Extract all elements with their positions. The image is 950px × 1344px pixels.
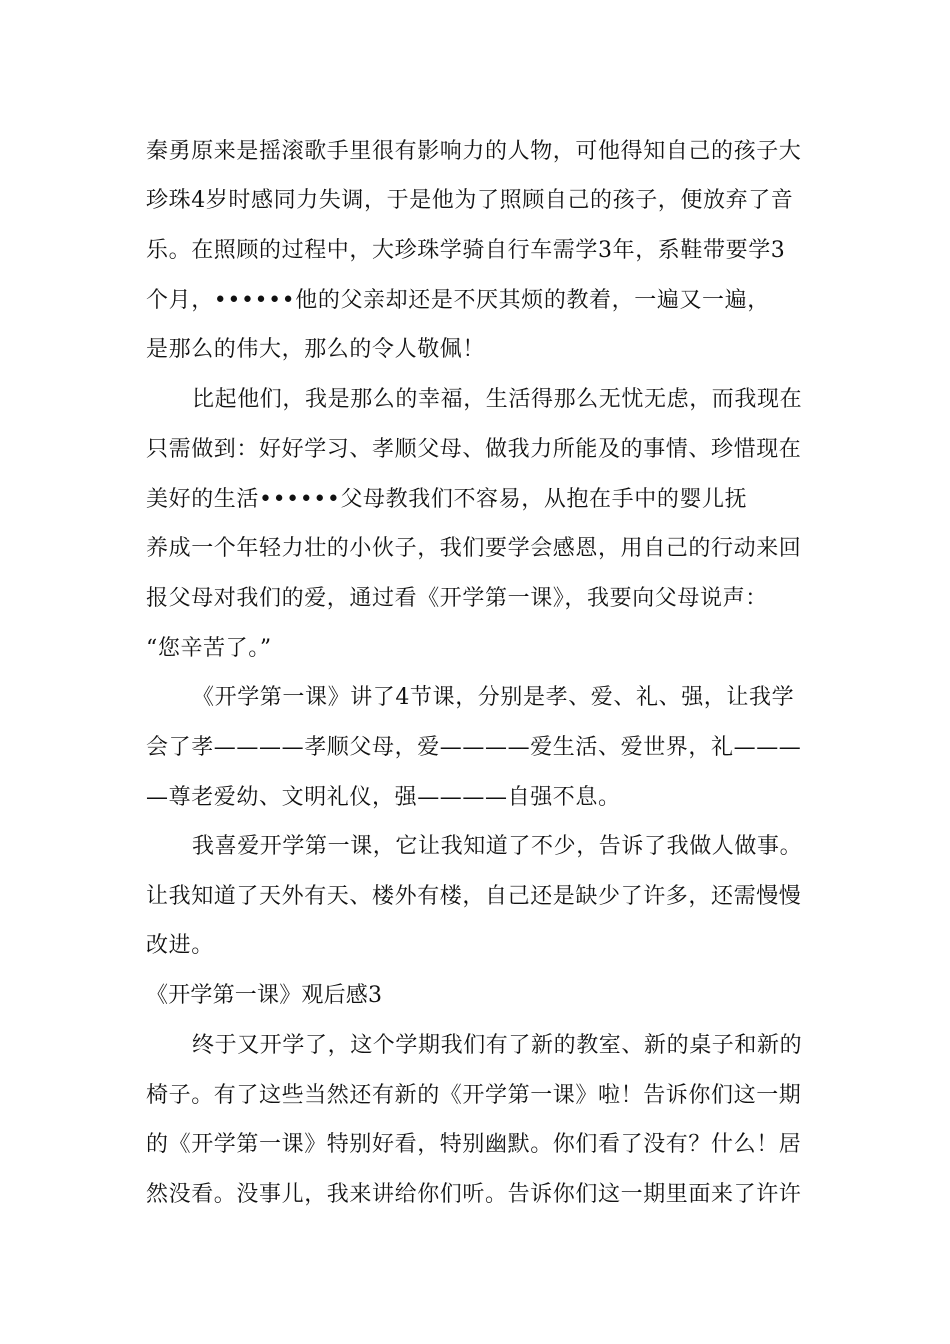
- paragraph-line: 乐。在照顾的过程中，大珍珠学骑自行车需学3年，系鞋带要学3: [146, 238, 786, 263]
- paragraph-line: 比起他们，我是那么的幸福，生活得那么无忧无虑，而我现在: [192, 387, 803, 412]
- paragraph-line: “您辛苦了。”: [146, 636, 272, 661]
- paragraph-line: 秦勇原来是摇滚歌手里很有影响力的人物，可他得知自己的孩子大: [146, 139, 802, 164]
- section-heading: 《开学第一课》观后感3: [146, 983, 383, 1008]
- paragraph-line: 《开学第一课》讲了4节课，分别是孝、爱、礼、强，让我学: [192, 685, 795, 710]
- paragraph-line: —尊老爱幼、文明礼仪，强————自强不息。: [146, 785, 621, 810]
- paragraph-line: 只需做到：好好学习、孝顺父母、做我力所能及的事情、珍惜现在: [146, 437, 802, 462]
- paragraph-line: 椅子。有了这些当然还有新的《开学第一课》啦！告诉你们这一期: [146, 1083, 802, 1108]
- paragraph-line: 是那么的伟大，那么的令人敬佩！: [146, 337, 486, 362]
- paragraph-line: 会了孝————孝顺父母，爱————爱生活、爱世界，礼———: [146, 735, 802, 760]
- paragraph-line: 然没看。没事儿，我来讲给你们听。告诉你们这一期里面来了许许: [146, 1182, 802, 1207]
- paragraph-line: 美好的生活••••••父母教我们不容易，从抱在手中的婴儿抚: [146, 487, 748, 512]
- paragraph-line: 我喜爱开学第一课，它让我知道了不少，告诉了我做人做事。: [192, 834, 803, 859]
- paragraph-line: 让我知道了天外有天、楼外有楼，自己还是缺少了许多，还需慢慢: [146, 884, 802, 909]
- paragraph-line: 的《开学第一课》特别好看，特别幽默。你们看了没有？什么！居: [146, 1132, 802, 1157]
- paragraph-line: 报父母对我们的爱，通过看《开学第一课》，我要向父母说声：: [146, 586, 768, 611]
- paragraph-line: 终于又开学了，这个学期我们有了新的教室、新的桌子和新的: [192, 1033, 803, 1058]
- paragraph-line: 改进。: [146, 933, 214, 958]
- paragraph-line: 珍珠4岁时感同力失调，于是他为了照顾自己的孩子，便放弃了音: [146, 188, 794, 213]
- paragraph-line: 个月，••••••他的父亲却还是不厌其烦的教着，一遍又一遍，: [146, 288, 770, 313]
- paragraph-line: 养成一个年轻力壮的小伙子，我们要学会感恩，用自己的行动来回: [146, 536, 802, 561]
